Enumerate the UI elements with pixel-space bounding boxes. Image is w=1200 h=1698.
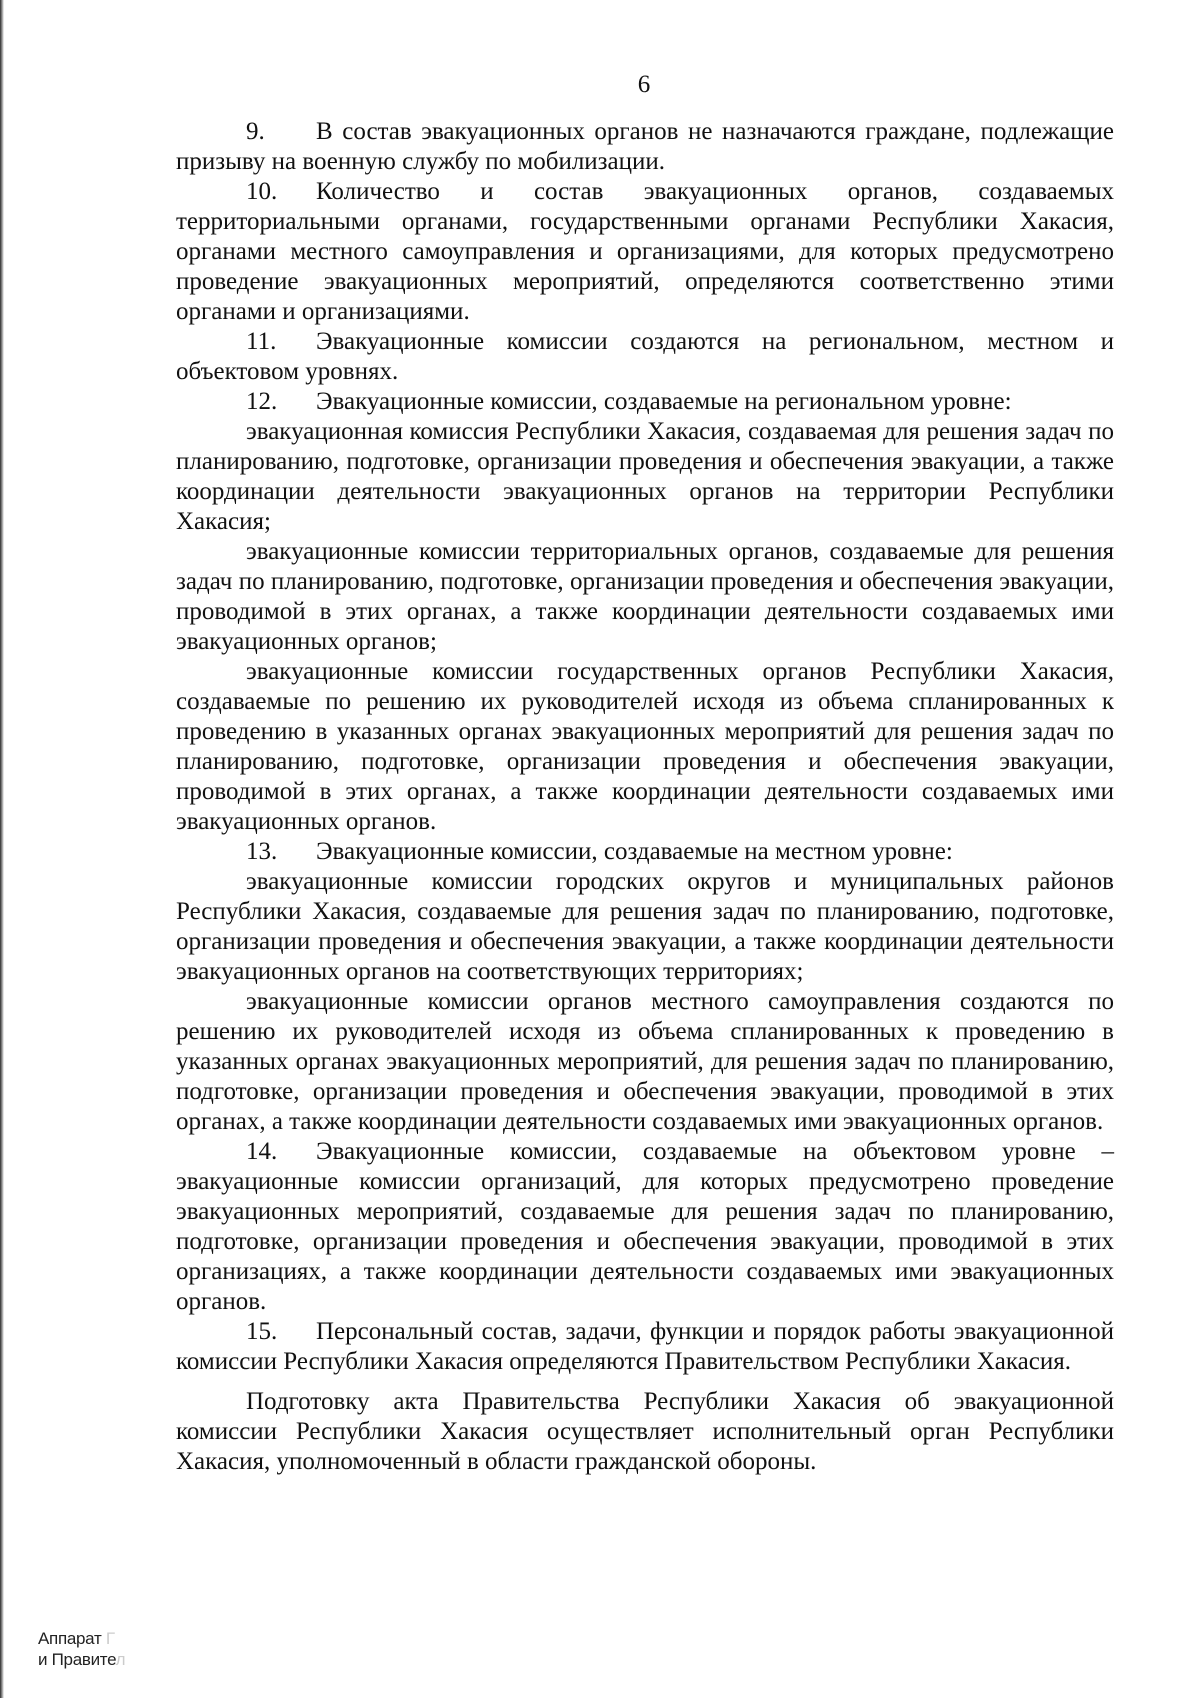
paragraph-text: Количество и состав эвакуационных органов, создаваемых территориальными органами, государственными органами Республики Хакасия, органами местного самоуправления и организациями, для которых предусмотрено проведение эвакуационных мероприятий, определяются соответственно этими органами и организациями. bbox=[176, 178, 1114, 325]
paragraph-text: эвакуационные комиссии территориальных органов, создаваемые для решения задач по планированию, подготовке, организации проведения и обеспечения эвакуации, проводимой в этих органах, а также координации деятельности создаваемых ими эвакуационных органов; bbox=[176, 538, 1114, 655]
paragraph-text: эвакуационные комиссии государственных органов Республики Хакасия, создаваемые по решению их руководителей исходя из объема спланированных к проведению в указанных органах эвакуационных мероприятий для решения задач по планированию, подготовке, организации проведения и обеспечения эвакуации, проводимой в этих органах, а также координации деятельности создаваемых ими эвакуационных органов. bbox=[176, 658, 1114, 835]
stamp-line-1-text: Аппарат bbox=[38, 1629, 102, 1648]
paragraph-number: 15. bbox=[246, 1318, 278, 1345]
paragraph-number: 13. bbox=[246, 838, 278, 865]
paragraph-text: эвакуационные комиссии городских округов и муниципальных районов Республики Хакасия, создаваемые для решения задач по планированию, подготовке, организации проведения и обеспечения эвакуации, а также координации деятельности эвакуационных органов на соответствующих территориях; bbox=[176, 868, 1114, 985]
paragraph-number: 12. bbox=[246, 388, 278, 415]
office-stamp bbox=[38, 1628, 125, 1670]
stamp-line-1-faded: Г bbox=[101, 1629, 115, 1648]
paragraph-text: Эвакуационные комиссии, создаваемые на местном уровне: bbox=[316, 838, 953, 865]
paragraph-11 bbox=[176, 327, 1114, 387]
paragraph-12-item-3 bbox=[176, 657, 1114, 837]
paragraph-text: Персональный состав, задачи, функции и порядок работы эвакуационной комиссии Республики Хакасия определяются Правительством Республики Хакасия. bbox=[176, 1318, 1114, 1375]
paragraph-number: 9. bbox=[246, 118, 265, 145]
paragraph-12-item-2 bbox=[176, 537, 1114, 657]
paragraph-number: 10. bbox=[246, 178, 278, 205]
paragraph-text: Подготовку акта Правительства Республики Хакасия об эвакуационной комиссии Республики Хакасия осуществляет исполнительный орган Республики Хакасия, уполномоченный в области гражданской обороны. bbox=[176, 1388, 1114, 1475]
paragraph-number: 11. bbox=[246, 328, 277, 355]
paragraph-13 bbox=[176, 837, 1114, 867]
paragraph-number: 14. bbox=[246, 1138, 278, 1165]
stamp-line-2-faded: л bbox=[115, 1650, 126, 1669]
paragraph-text: эвакуационная комиссия Республики Хакасия, создаваемая для решения задач по планированию, подготовке, организации проведения и обеспечения эвакуации, а также координации деятельности эвакуационных органов на территории Республики Хакасия; bbox=[176, 418, 1114, 535]
paragraph-13-item-1 bbox=[176, 867, 1114, 987]
paragraph-15 bbox=[176, 1317, 1114, 1377]
paragraph-14 bbox=[176, 1137, 1114, 1317]
stamp-line-1 bbox=[38, 1628, 125, 1649]
stamp-line-2 bbox=[38, 1649, 125, 1670]
document-body bbox=[176, 117, 1114, 1477]
page-number: 6 bbox=[637, 71, 651, 98]
paragraph-13-item-2 bbox=[176, 987, 1114, 1137]
paragraph-text: эвакуационные комиссии органов местного самоуправления создаются по решению их руководителей исходя из объема спланированных к проведению в указанных органах эвакуационных мероприятий, для решения задач по планированию, подготовке, организации проведения и обеспечения эвакуации, проводимой в этих органах, а также координации деятельности создаваемых ими эвакуационных органов. bbox=[176, 988, 1114, 1135]
paragraph-text: Эвакуационные комиссии, создаваемые на региональном уровне: bbox=[316, 388, 1012, 415]
paragraph-text: В состав эвакуационных органов не назначаются граждане, подлежащие призыву на военную службу по мобилизации. bbox=[176, 118, 1114, 175]
paragraph-15-item-1 bbox=[176, 1387, 1114, 1477]
stamp-line-2-text: и Правите bbox=[38, 1650, 116, 1669]
paragraph-text: Эвакуационные комиссии, создаваемые на объектовом уровне – эвакуационные комиссии организаций, для которых предусмотрено проведение эвакуационных мероприятий, создаваемые для решения задач по планированию, подготовке, организации проведения и обеспечения эвакуации, проводимой в этих организациях, а также координации деятельности создаваемых ими эвакуационных органов. bbox=[176, 1138, 1114, 1315]
paragraph-text: Эвакуационные комиссии создаются на региональном, местном и объектовом уровнях. bbox=[176, 328, 1114, 385]
paragraph-12 bbox=[176, 387, 1114, 417]
scan-edge bbox=[0, 0, 4, 1698]
paragraph-9 bbox=[176, 117, 1114, 177]
paragraph-10 bbox=[176, 177, 1114, 327]
paragraph-12-item-1 bbox=[176, 417, 1114, 537]
